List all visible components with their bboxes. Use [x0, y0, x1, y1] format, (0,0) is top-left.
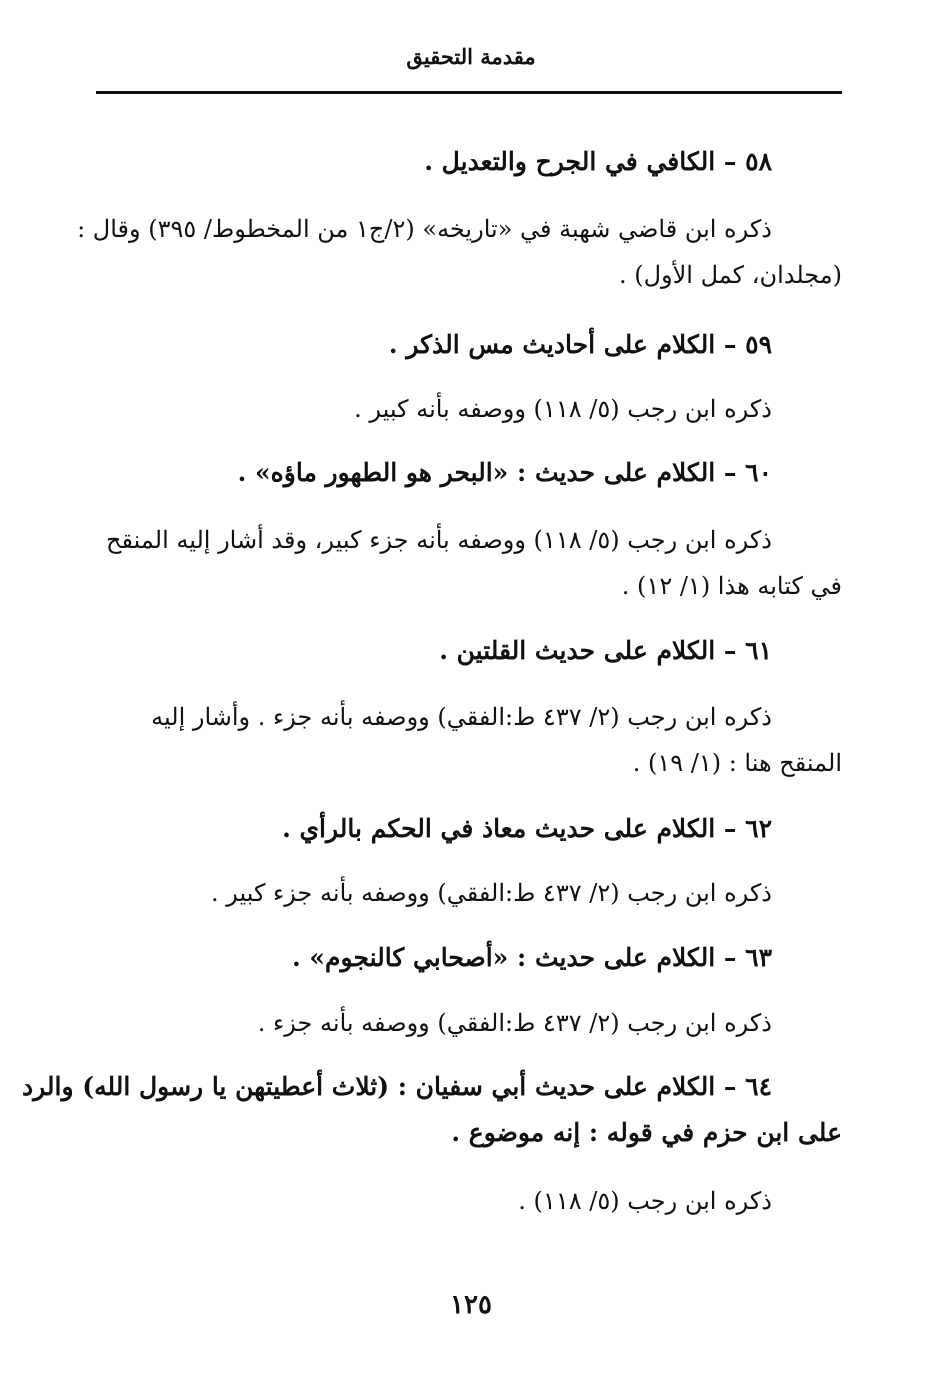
entry-64-title [21, 1064, 842, 1156]
entry-58-title [96, 139, 772, 185]
entry-title-line: على ابن حزم في قوله : إنه موضوع . [451, 1118, 842, 1147]
entry-62-body [96, 870, 772, 916]
entry-title-line: ٦٢ – الكلام على حديث معاذ في الحكم بالرأي . [282, 814, 772, 843]
entry-body-line: ذكره ابن رجب (٢/ ٤٣٧ ط:الفقي) ووصفه بأنه جزء كبير . [210, 879, 772, 907]
entry-62-title [96, 806, 772, 852]
entry-body-line: المنقح هنا : (١/ ١٩) . [632, 749, 842, 777]
entry-63-title [96, 935, 772, 981]
entry-body-line: ذكره ابن رجب (٥/ ١١٨) ووصفه بأنه جزء كبير، وقد أشار إليه المنقح [106, 526, 772, 554]
entry-61-body [96, 694, 842, 786]
running-header-title: مقدمة التحقيق [406, 44, 536, 69]
entry-58-body [77, 206, 842, 298]
entry-64-body [96, 1178, 772, 1224]
entry-59-body [96, 386, 772, 432]
entry-body-line: ذكره ابن رجب (٢/ ٤٣٧ ط:الفقي) ووصفه بأنه جزء . [257, 1009, 772, 1037]
entry-body-line: ذكره ابن رجب (٥/ ١١٨) . [518, 1187, 772, 1215]
entry-body-line: ذكره ابن رجب (٢/ ٤٣٧ ط:الفقي) ووصفه بأنه جزء . وأشار إليه [151, 703, 772, 731]
entry-body-line: ذكره ابن قاضي شهبة في «تاريخه» (٢/ج١ من المخطوط/ ٣٩٥) وقال : [77, 215, 772, 243]
entry-59-title [96, 322, 772, 368]
entry-title-line: ٦٣ – الكلام على حديث : «أصحابي كالنجوم» . [292, 943, 772, 972]
entry-title-line: ٦٤ – الكلام على حديث أبي سفيان : (ثلاث أعطيتهن يا رسول الله) والرد [21, 1072, 772, 1101]
entry-60-body [96, 517, 842, 609]
header-rule [96, 91, 842, 94]
entry-body-line: في كتابه هذا (١/ ١٢) . [621, 572, 842, 600]
entry-61-title [96, 628, 772, 674]
entry-title-line: ٦٠ – الكلام على حديث : «البحر هو الطهور ماؤه» . [237, 458, 772, 487]
page-number: ١٢٥ [450, 1290, 492, 1320]
entry-63-body [96, 1000, 772, 1046]
entry-60-title [96, 450, 772, 496]
entry-title-line: ٥٨ – الكافي في الجرح والتعديل . [424, 147, 772, 176]
entry-body-line: ذكره ابن رجب (٥/ ١١٨) ووصفه بأنه كبير . [354, 395, 772, 423]
entry-title-line: ٦١ – الكلام على حديث القلتين . [439, 636, 772, 665]
entry-body-line: (مجلدان، كمل الأول) . [618, 261, 842, 289]
entry-title-line: ٥٩ – الكلام على أحاديث مس الذكر . [388, 330, 772, 359]
